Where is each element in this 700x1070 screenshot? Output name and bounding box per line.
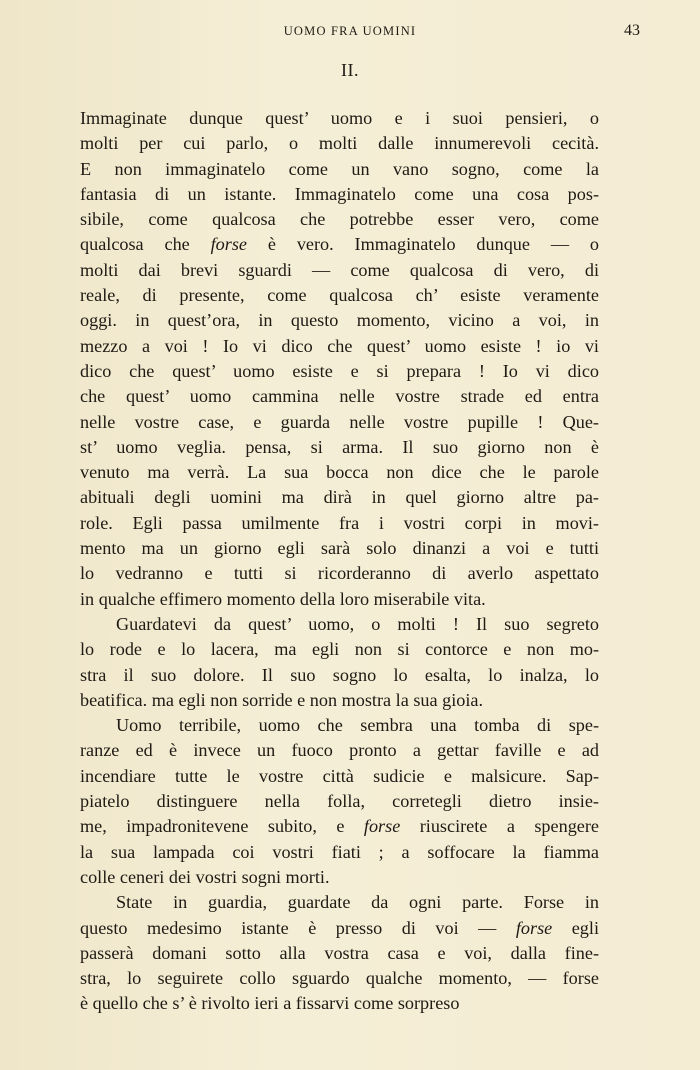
body-text: [80, 106, 599, 1017]
text-line: fantasia di un istante. Immaginatelo come una cosa pos-: [80, 183, 599, 204]
text-line: Immaginate dunque quest’ uomo e i suoi pensieri, o: [80, 108, 599, 128]
text-line: stra il suo dolore. Il suo sogno lo esalta, lo inalza, lo: [80, 664, 599, 685]
text-line: Guardatevi da quest’ uomo, o molti ! Il suo segreto: [116, 613, 599, 634]
text-line: abituali degli uomini ma dirà in quel giorno altre pa-: [80, 487, 599, 508]
text-line: Uomo terribile, uomo che sembra una tomba di spe-: [116, 715, 599, 736]
text-line: questo medesimo istante è presso di voi — forse egli: [80, 917, 599, 938]
text-line: lo rode e lo lacera, ma egli non si contorce e non mo-: [80, 639, 599, 660]
text-line: in qualche effimero momento della loro miserabile vita.: [80, 588, 486, 609]
text-line: me, impadronitevene subito, e forse riuscirete a spengere: [80, 816, 599, 837]
running-title: UOMO FRA UOMINI: [283, 24, 417, 38]
text-line: mezzo a voi ! Io vi dico che quest’ uomo esiste ! io vi: [80, 335, 599, 356]
text-line: la sua lampada coi vostri fiati ; a soffocare la fiamma: [80, 841, 599, 862]
text-line: oggi. in quest’ora, in questo momento, vicino a voi, in: [80, 310, 599, 331]
text-line: sibile, come qualcosa che potrebbe esser vero, come: [80, 209, 599, 230]
text-line: incendiare tutte le vostre città sudicie e malsicure. Sap-: [80, 765, 599, 786]
text-line: colle ceneri dei vostri sogni morti.: [80, 866, 330, 887]
text-line: che quest’ uomo cammina nelle vostre strade ed entra: [80, 386, 599, 407]
page-header: [80, 22, 640, 44]
text-line: mento ma un giorno egli sarà solo dinanzi a voi e tutti: [80, 538, 599, 559]
text-line: State in guardia, guardate da ogni parte. Forse in: [116, 892, 599, 913]
text-line: venuto ma verrà. La sua bocca non dice che le parole: [80, 462, 599, 483]
text-line: E non immaginatelo come un vano sogno, come la: [80, 158, 599, 179]
text-line: beatifica. ma egli non sorride e non mostra la sua gioia.: [80, 689, 484, 710]
page-number: 43: [624, 22, 640, 39]
text-line: nelle vostre case, e guarda nelle vostre pupille ! Que-: [80, 411, 599, 432]
text-line: molti dai brevi sguardi — come qualcosa di vero, di: [80, 259, 599, 280]
text-line: stra, lo seguirete collo sguardo qualche momento, — forse: [80, 968, 599, 989]
text-line: qualcosa che forse è vero. Immaginatelo dunque — o: [80, 234, 599, 255]
text-line: st’ uomo veglia. pensa, si arma. Il suo giorno non è: [80, 436, 599, 457]
text-line: passerà domani sotto alla vostra casa e voi, dalla fine-: [80, 942, 599, 963]
text-line: piatelo distinguere nella folla, corretegli dietro insie-: [80, 791, 599, 812]
text-line: role. Egli passa umilmente fra i vostri corpi in movi-: [80, 512, 599, 533]
text-line: molti per cui parlo, o molti dalle innumerevoli cecità.: [80, 133, 599, 154]
text-line: ranze ed è invece un fuoco pronto a gettar faville e ad: [80, 740, 599, 761]
text-line: reale, di presente, come qualcosa ch’ esiste veramente: [80, 285, 599, 306]
section-heading: II.: [341, 60, 359, 80]
text-line: lo vedranno e tutti si ricorderanno di averlo aspettato: [80, 563, 599, 584]
text-line: è quello che s’ è rivolto ieri a fissarvi come sorpreso: [80, 993, 460, 1014]
text-line: dico che quest’ uomo esiste e si prepara ! Io vi dico: [80, 360, 599, 381]
